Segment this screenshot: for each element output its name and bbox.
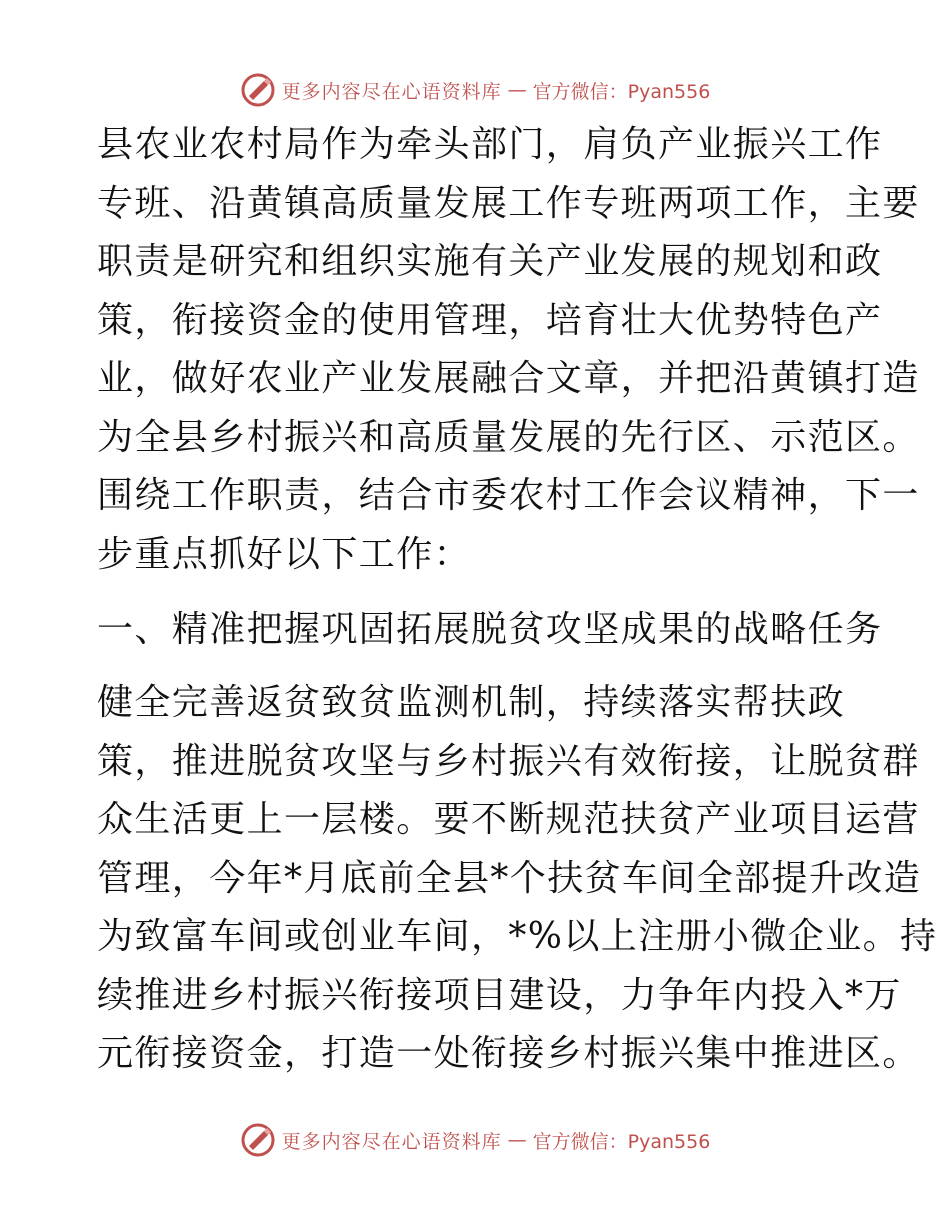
text-line: 管理，今年*月底前全县*个扶贫车间全部提升改造 xyxy=(97,857,922,899)
footer-watermark xyxy=(0,1122,950,1158)
watermark-contact: 官方微信：Pyan556 xyxy=(532,1130,711,1153)
text-line: 业，做好农业产业发展融合文章，并把沿黄镇打造 xyxy=(97,358,920,399)
brand-logo-icon xyxy=(240,1122,276,1158)
watermark-text: 更多内容尽在心语资料库 xyxy=(281,1130,502,1153)
paragraph-section-1 xyxy=(97,674,938,1084)
watermark-text: 更多内容尽在心语资料库 xyxy=(281,80,502,103)
watermark-separator: — xyxy=(507,79,527,101)
text-line: 职责是研究和组织实施有关产业发展的规划和政 xyxy=(97,241,883,282)
text-line: 为全县乡村振兴和高质量发展的先行区、示范区。 xyxy=(97,416,920,458)
watermark-contact: 官方微信：Pyan556 xyxy=(532,80,711,103)
text-line: 众生活更上一层楼。要不断规范扶贫产业项目运营 xyxy=(97,799,920,840)
text-line: 续推进乡村振兴衔接项目建设，力争年内投入*万 xyxy=(97,974,902,1016)
text-line: 策，推进脱贫攻坚与乡村振兴有效衔接，让脱贫群 xyxy=(97,740,920,782)
text-line: 县农业农村局作为牵头部门，肩负产业振兴工作 xyxy=(97,124,883,165)
text-line: 策，衔接资金的使用管理，培育壮大优势特色产 xyxy=(97,299,883,341)
text-line: 步重点抓好以下工作： xyxy=(97,533,472,575)
header-watermark xyxy=(0,72,950,108)
watermark-separator: — xyxy=(507,1129,527,1151)
brand-logo-icon xyxy=(240,72,276,108)
text-line: 围绕工作职责，结合市委农村工作会议精神，下一 xyxy=(97,475,920,516)
text-line: 为致富车间或创业车间，*%以上注册小微企业。持 xyxy=(97,916,938,957)
section-heading xyxy=(97,601,883,660)
text-line: 健全完善返贫致贫监测机制，持续落实帮扶政 xyxy=(97,682,846,723)
paragraph-intro xyxy=(97,116,920,584)
text-line: 元衔接资金，打造一处衔接乡村振兴集中推进区。 xyxy=(97,1033,920,1074)
text-line: 专班、沿黄镇高质量发展工作专班两项工作，主要 xyxy=(97,182,920,224)
heading-text: 一、精准把握巩固拓展脱贫攻坚成果的战略任务 xyxy=(97,609,883,650)
